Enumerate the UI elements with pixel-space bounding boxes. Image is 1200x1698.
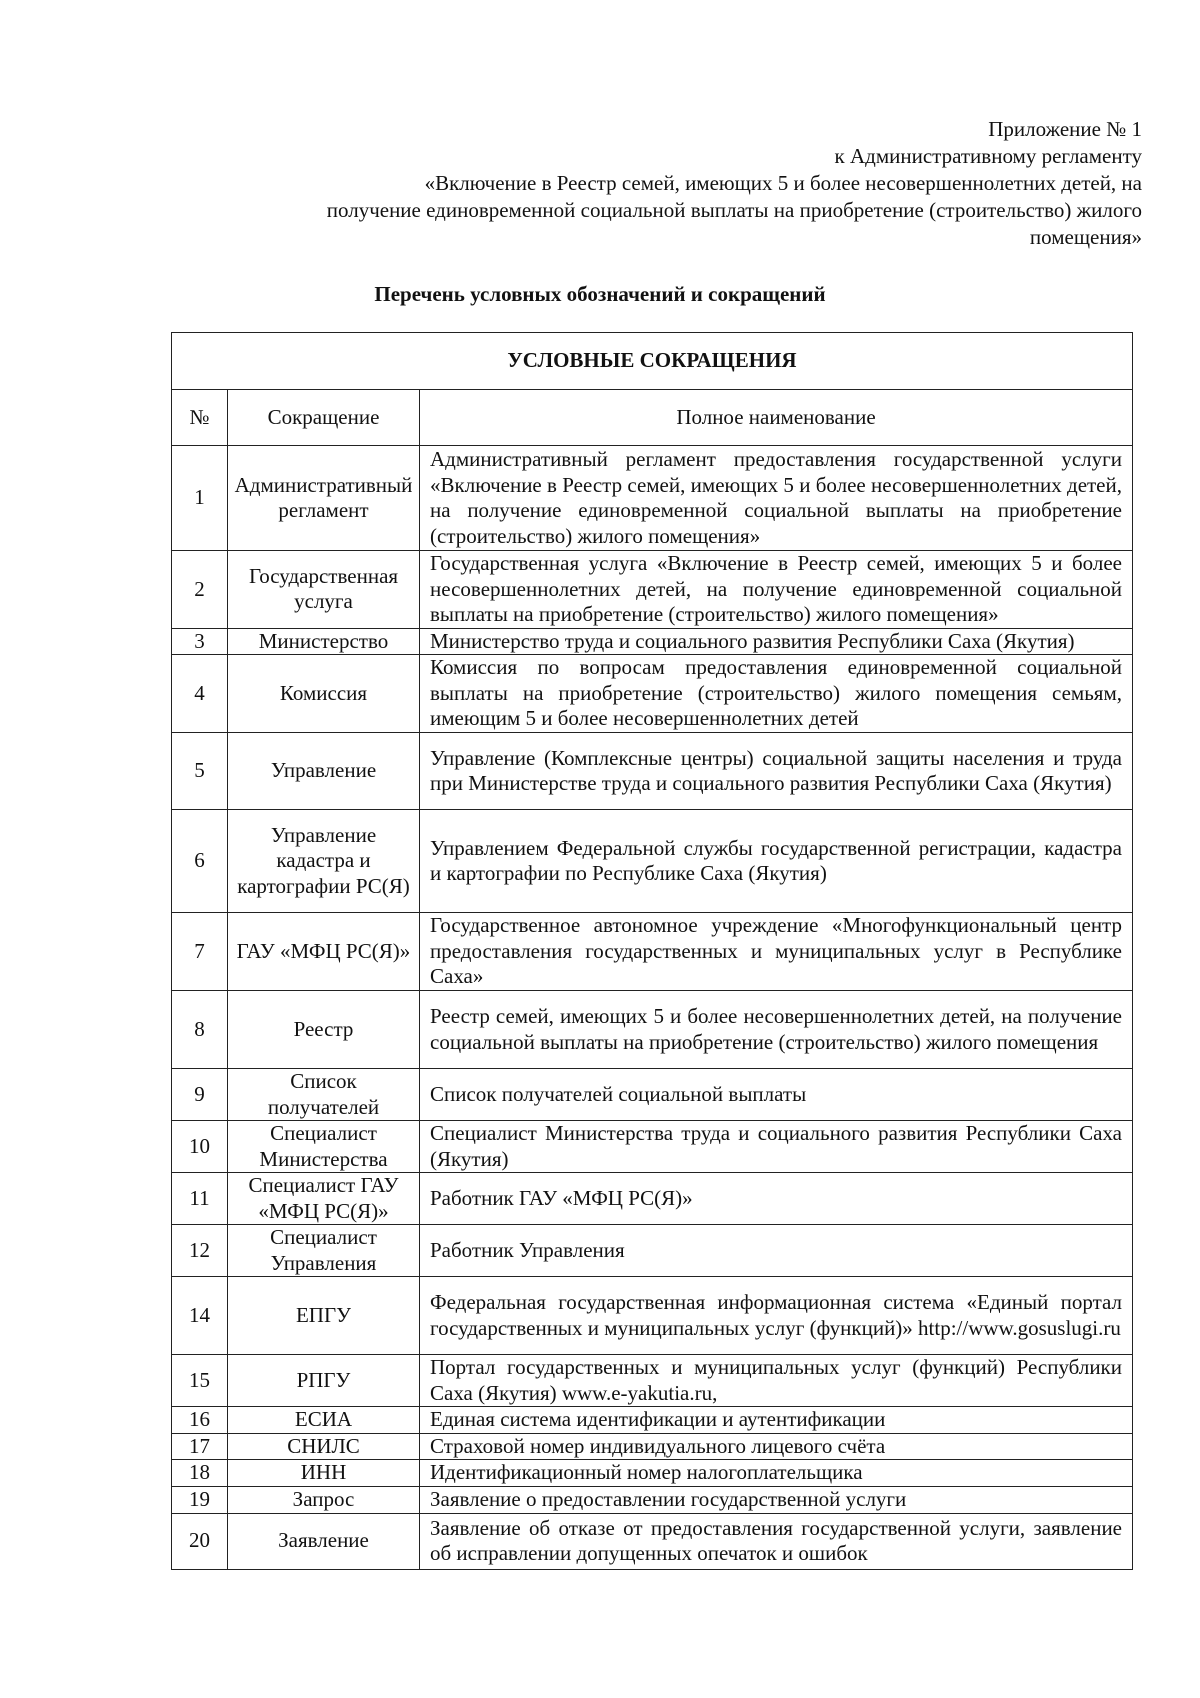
table-row bbox=[172, 810, 1133, 913]
annex-line: помещения» bbox=[1029, 225, 1142, 249]
row-number: 19 bbox=[172, 1487, 228, 1514]
row-number: 15 bbox=[172, 1355, 228, 1407]
row-abbreviation: ГАУ «МФЦ РС(Я)» bbox=[228, 913, 420, 991]
row-number: 16 bbox=[172, 1407, 228, 1434]
table-row bbox=[172, 1225, 1133, 1277]
table-row bbox=[172, 1460, 1133, 1487]
row-number: 2 bbox=[172, 551, 228, 629]
row-number: 7 bbox=[172, 913, 228, 991]
row-number: 3 bbox=[172, 628, 228, 655]
table-row bbox=[172, 446, 1133, 551]
row-abbreviation: Специалист Министерства bbox=[228, 1121, 420, 1173]
annex-line: Приложение № 1 bbox=[988, 117, 1142, 141]
table-row bbox=[172, 1433, 1133, 1460]
header-full-name: Полное наименование bbox=[420, 390, 1133, 446]
table-row bbox=[172, 1121, 1133, 1173]
annex-line: к Административному регламенту bbox=[834, 144, 1142, 168]
row-number: 12 bbox=[172, 1225, 228, 1277]
row-full-name: Единая система идентификации и аутентификации bbox=[420, 1407, 1133, 1434]
table-row bbox=[172, 1487, 1133, 1514]
table-row bbox=[172, 1277, 1133, 1355]
table-caption: УСЛОВНЫЕ СОКРАЩЕНИЯ bbox=[172, 333, 1133, 390]
table-row bbox=[172, 991, 1133, 1069]
row-abbreviation: Управление bbox=[228, 733, 420, 810]
row-abbreviation: СНИЛС bbox=[228, 1433, 420, 1460]
table-row bbox=[172, 551, 1133, 629]
row-full-name: Министерство труда и социального развития Республики Саха (Якутия) bbox=[420, 628, 1133, 655]
row-number: 11 bbox=[172, 1173, 228, 1225]
annex-line: «Включение в Реестр семей, имеющих 5 и более несовершеннолетних детей, на bbox=[424, 171, 1142, 195]
row-number: 6 bbox=[172, 810, 228, 913]
row-number: 10 bbox=[172, 1121, 228, 1173]
row-full-name: Работник ГАУ «МФЦ РС(Я)» bbox=[420, 1173, 1133, 1225]
row-abbreviation: Управление кадастра и картографии РС(Я) bbox=[228, 810, 420, 913]
row-full-name: Работник Управления bbox=[420, 1225, 1133, 1277]
row-number: 17 bbox=[172, 1433, 228, 1460]
row-full-name: Государственная услуга «Включение в Реестр семей, имеющих 5 и более несовершеннолетних детей, на получение единовременной социальной выплаты на приобретение (строительство) жилого помещения» bbox=[420, 551, 1133, 629]
table-row bbox=[172, 913, 1133, 991]
row-full-name: Федеральная государственная информационная система «Единый портал государственных и муниципальных услуг (функций)» http://www.gosuslugi.ru bbox=[420, 1277, 1133, 1355]
row-full-name: Административный регламент предоставления государственной услуги «Включение в Реестр семей, имеющих 5 и более несовершеннолетних детей, на получение единовременной социальной выплаты на приобретение (строительство) жилого помещения» bbox=[420, 446, 1133, 551]
row-abbreviation: Административный регламент bbox=[228, 446, 420, 551]
annex-header bbox=[162, 116, 1142, 251]
row-abbreviation: Государственная услуга bbox=[228, 551, 420, 629]
row-abbreviation: Министерство bbox=[228, 628, 420, 655]
row-full-name: Комиссия по вопросам предоставления единовременной социальной выплаты на приобретение (строительство) жилого помещения семьям, имеющим 5 и более несовершеннолетних детей bbox=[420, 655, 1133, 733]
row-full-name: Специалист Министерства труда и социального развития Республики Саха (Якутия) bbox=[420, 1121, 1133, 1173]
row-full-name: Заявление о предоставлении государственной услуги bbox=[420, 1487, 1133, 1514]
row-full-name: Государственное автономное учреждение «Многофункциональный центр предоставления государственных и муниципальных услуг в Республике Саха» bbox=[420, 913, 1133, 991]
row-abbreviation: Заявление bbox=[228, 1513, 420, 1569]
table-row bbox=[172, 1173, 1133, 1225]
row-abbreviation: Запрос bbox=[228, 1487, 420, 1514]
row-abbreviation: ЕПГУ bbox=[228, 1277, 420, 1355]
document-title: Перечень условных обозначений и сокращений bbox=[374, 282, 826, 306]
table-row bbox=[172, 1355, 1133, 1407]
table-row bbox=[172, 733, 1133, 810]
row-full-name: Управлением Федеральной службы государственной регистрации, кадастра и картографии по Республике Саха (Якутия) bbox=[420, 810, 1133, 913]
row-full-name: Список получателей социальной выплаты bbox=[420, 1069, 1133, 1121]
table-row bbox=[172, 628, 1133, 655]
row-full-name: Идентификационный номер налогоплательщика bbox=[420, 1460, 1133, 1487]
row-abbreviation: ЕСИА bbox=[228, 1407, 420, 1434]
row-number: 4 bbox=[172, 655, 228, 733]
row-abbreviation: РПГУ bbox=[228, 1355, 420, 1407]
table-row bbox=[172, 1513, 1133, 1569]
abbreviations-table bbox=[171, 332, 1133, 1570]
row-abbreviation: Реестр bbox=[228, 991, 420, 1069]
table-row bbox=[172, 655, 1133, 733]
row-number: 14 bbox=[172, 1277, 228, 1355]
row-abbreviation: Комиссия bbox=[228, 655, 420, 733]
row-abbreviation: Список получателей bbox=[228, 1069, 420, 1121]
row-abbreviation: Специалист ГАУ «МФЦ РС(Я)» bbox=[228, 1173, 420, 1225]
row-full-name: Портал государственных и муниципальных услуг (функций) Республики Саха (Якутия) www.e-yakutia.ru, bbox=[420, 1355, 1133, 1407]
row-number: 5 bbox=[172, 733, 228, 810]
row-full-name: Реестр семей, имеющих 5 и более несовершеннолетних детей, на получение социальной выплаты на приобретение (строительство) жилого помещения bbox=[420, 991, 1133, 1069]
row-number: 8 bbox=[172, 991, 228, 1069]
annex-line: получение единовременной социальной выплаты на приобретение (строительство) жилого bbox=[326, 198, 1142, 222]
row-number: 1 bbox=[172, 446, 228, 551]
header-number: № bbox=[172, 390, 228, 446]
row-abbreviation: Специалист Управления bbox=[228, 1225, 420, 1277]
row-number: 20 bbox=[172, 1513, 228, 1569]
table-row bbox=[172, 1407, 1133, 1434]
row-abbreviation: ИНН bbox=[228, 1460, 420, 1487]
row-full-name: Заявление об отказе от предоставления государственной услуги, заявление об исправлении допущенных опечаток и ошибок bbox=[420, 1513, 1133, 1569]
row-full-name: Страховой номер индивидуального лицевого счёта bbox=[420, 1433, 1133, 1460]
row-full-name: Управление (Комплексные центры) социальной защиты населения и труда при Министерстве труда и социального развития Республики Саха (Якутия) bbox=[420, 733, 1133, 810]
row-number: 9 bbox=[172, 1069, 228, 1121]
row-number: 18 bbox=[172, 1460, 228, 1487]
table-row bbox=[172, 1069, 1133, 1121]
header-abbreviation: Сокращение bbox=[228, 390, 420, 446]
